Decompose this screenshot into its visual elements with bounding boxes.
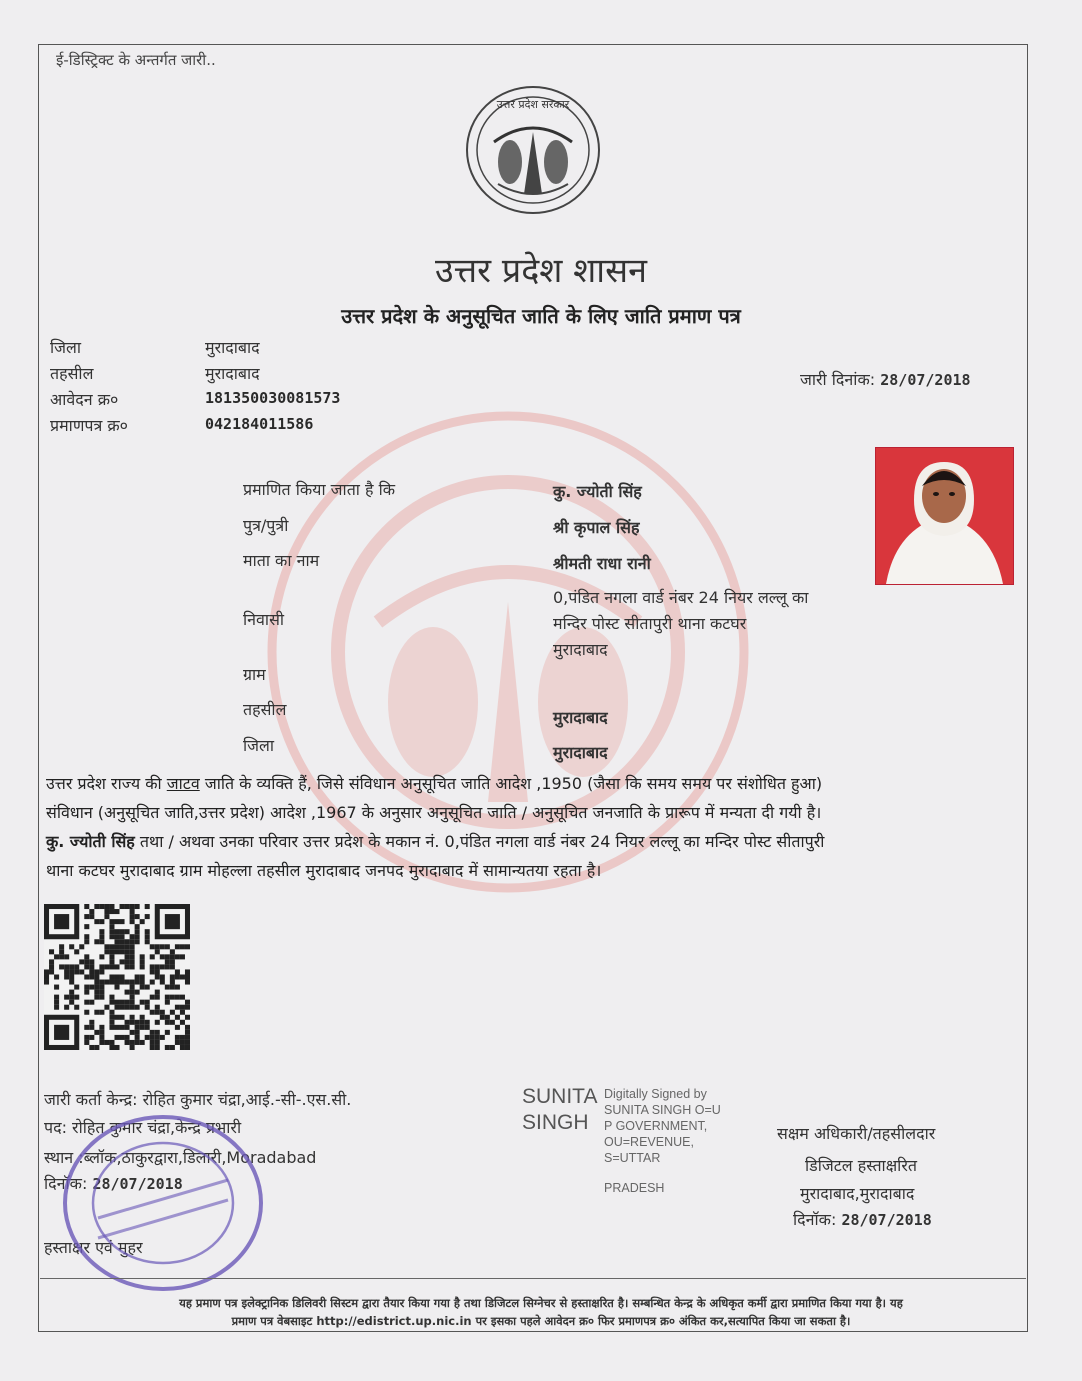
certificate-number: 042184011586 bbox=[205, 415, 314, 433]
mother-name: श्रीमती राधा रानी bbox=[553, 554, 651, 573]
issuer-date-value: 28/07/2018 bbox=[92, 1175, 183, 1193]
mother-label: माता का नाम bbox=[243, 551, 320, 570]
authority-place: मुरादाबाद,मुरादाबाद bbox=[800, 1184, 915, 1203]
detail-district-value: मुरादाबाद bbox=[553, 743, 608, 762]
authority-title: सक्षम अधिकारी/तहसीलदार bbox=[777, 1124, 936, 1143]
issuer-place: स्थान :ब्लॉक,ठाकुरद्वारा,डिलारी,Moradabad bbox=[44, 1148, 317, 1167]
paragraph-line-1-pre: उत्तर प्रदेश राज्य की bbox=[46, 774, 167, 793]
signature-detail-3: P GOVERNMENT, bbox=[604, 1119, 708, 1133]
qr-code bbox=[44, 904, 190, 1050]
authority-date-value: 28/07/2018 bbox=[841, 1211, 932, 1229]
paragraph-line-3-post: तथा / अथवा उनका परिवार उत्तर प्रदेश के मकान नं. 0,पंडित नगला वार्ड नंबर 24 नियर लल्लू का मन्दिर पोस्ट सीतापुरी bbox=[134, 832, 825, 851]
applicant-photo bbox=[875, 447, 1014, 585]
paragraph-line-2: संविधान (अनुसूचित जाति,उत्तर प्रदेश) आदेश ,1967 के अनुसार अनुसूचित जाति / अनुसूचित जनजाति के प्रारूप में मन्यता दी गयी है। bbox=[46, 803, 822, 822]
paragraph-applicant-name: कु. ज्योती सिंह bbox=[46, 832, 135, 851]
page-title: उत्तर प्रदेश शासन bbox=[435, 251, 647, 291]
signature-detail-6: PRADESH bbox=[604, 1181, 665, 1195]
authority-signed: डिजिटल हस्ताक्षरित bbox=[805, 1156, 917, 1175]
child-of-label: पुत्र/पुत्री bbox=[243, 516, 289, 535]
issuer-center: जारी कर्ता केन्द्र: रोहित कुमार चंद्रा,आई.-सी-.एस.सी. bbox=[44, 1090, 352, 1109]
signature-detail-2: SUNITA SINGH O=U bbox=[604, 1103, 721, 1117]
authority-date-label: दिनॉक: bbox=[793, 1210, 837, 1229]
signer-name-line-2: SINGH bbox=[522, 1111, 589, 1134]
district-label: जिला bbox=[50, 338, 82, 357]
address-line-2: मन्दिर पोस्ट सीतापुरी थाना कटघर bbox=[553, 614, 747, 633]
application-label: आवेदन क्र० bbox=[50, 390, 119, 409]
signature-detail-1: Digitally Signed by bbox=[604, 1087, 707, 1101]
detail-tehsil-value: मुरादाबाद bbox=[553, 708, 608, 727]
caste-name: जाटव bbox=[166, 774, 200, 793]
paragraph-line-1-post: जाति के व्यक्ति हैं, जिसे संविधान अनुसूचित जाति आदेश ,1950 (जैसा कि समय समय पर संशोधित हुआ) bbox=[199, 774, 823, 793]
father-name: श्री कृपाल सिंह bbox=[553, 518, 640, 537]
detail-tehsil-label: तहसील bbox=[243, 700, 287, 719]
tehsil-label: तहसील bbox=[50, 364, 94, 383]
paragraph-line-4: थाना कटघर मुरादाबाद ग्राम मोहल्ला तहसील मुरादाबाद जनपद मुरादाबाद में सामान्यतया रहता है। bbox=[46, 861, 602, 880]
authority-date bbox=[793, 1208, 932, 1230]
tehsil-value: मुरादाबाद bbox=[205, 364, 260, 383]
signature-detail-5: S=UTTAR bbox=[604, 1151, 661, 1165]
issue-date-value: 28/07/2018 bbox=[880, 371, 971, 389]
district-value: मुरादाबाद bbox=[205, 338, 260, 357]
footer-line-1: यह प्रमाण पत्र इलेक्ट्रानिक डिलिवरी सिस्टम द्वारा तैयार किया गया है तथा डिजिटल सिग्नेचर से हस्ताक्षरित है। सम्बन्धित केन्द्र के अधिकृत कर्मी द्वारा प्रमाणित किया गया है। यह bbox=[179, 1296, 903, 1310]
issue-date-label: जारी दिनांक: bbox=[800, 370, 876, 389]
signature-detail-4: OU=REVENUE, bbox=[604, 1135, 694, 1149]
village-label: ग्राम bbox=[243, 665, 266, 684]
emblem-text: उत्तर प्रदेश सरकार bbox=[496, 98, 570, 111]
paragraph-line-1 bbox=[46, 769, 822, 798]
paragraph-line-3 bbox=[46, 827, 824, 856]
signer-name-line-1: SUNITA bbox=[522, 1085, 598, 1108]
footer-line-2: प्रमाण पत्र वेबसाइट http://edistrict.up.nic.in पर इसका पहले आवेदन क्र० फिर प्रमाणपत्र क्र० अंकित कर,सत्यापित किया जा सकता है। bbox=[231, 1314, 851, 1328]
resident-label: निवासी bbox=[243, 610, 285, 629]
issuer-post: पद: रोहित कुमार चंद्रा,केन्द्र प्रभारी bbox=[44, 1118, 242, 1137]
issuer-date-label: दिनॉक: bbox=[44, 1174, 88, 1193]
application-number: 181350030081573 bbox=[205, 389, 341, 407]
issuer-signature-label: हस्ताक्षर एवं मुहर bbox=[44, 1238, 143, 1257]
state-emblem bbox=[464, 84, 602, 216]
certificate-label: प्रमाणपत्र क्र० bbox=[50, 416, 128, 435]
address-line-3: मुरादाबाद bbox=[553, 640, 608, 659]
office-stamp bbox=[58, 1108, 268, 1298]
address-line-1: 0,पंडित नगला वार्ड नंबर 24 नियर लल्लू का bbox=[553, 588, 809, 607]
page-subtitle: उत्तर प्रदेश के अनुसूचित जाति के लिए जाति प्रमाण पत्र bbox=[341, 304, 741, 328]
header-note: ई-डिस्ट्रिक्ट के अन्तर्गत जारी.. bbox=[56, 51, 216, 69]
certify-label: प्रमाणित किया जाता है कि bbox=[243, 480, 396, 499]
detail-district-label: जिला bbox=[243, 736, 275, 755]
issue-date bbox=[800, 368, 971, 390]
applicant-name: कु. ज्योती सिंह bbox=[553, 482, 642, 501]
footer-divider bbox=[40, 1278, 1026, 1279]
